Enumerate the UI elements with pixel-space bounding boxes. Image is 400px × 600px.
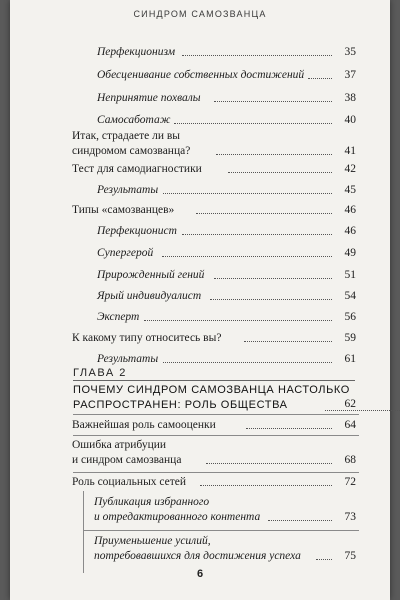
- toc-entry-title: Типы «самозванцев»: [72, 204, 175, 216]
- toc-page-number: 46: [344, 204, 356, 216]
- running-head: СИНДРОМ САМОЗВАНЦА: [133, 9, 267, 19]
- toc-entry-title: Приуменьшение усилий,: [94, 535, 211, 547]
- toc-entry-title: потребовавшихся для достижения успеха: [94, 550, 301, 562]
- toc-entry-title: и отредактированного контента: [94, 511, 261, 523]
- dot-leader: [216, 153, 332, 155]
- toc-page-number: 41: [344, 145, 356, 157]
- toc-page-number: 40: [344, 114, 356, 126]
- divider: [73, 414, 359, 415]
- toc-entry-title: Тест для самодиагностики: [72, 163, 202, 175]
- chapter-rule: [73, 380, 355, 381]
- dot-leader: [182, 54, 332, 56]
- toc-page-number: 45: [344, 184, 356, 196]
- dot-leader: [206, 462, 332, 464]
- book-page: [10, 0, 390, 600]
- toc-entry-title: Ярый индивидуалист: [97, 290, 202, 302]
- toc-page-number: 64: [344, 419, 356, 431]
- toc-page-number: 54: [344, 290, 356, 302]
- divider: [73, 472, 359, 473]
- toc-page-number: 59: [344, 332, 356, 344]
- chapter-title-line: РАСПРОСТРАНЕН: РОЛЬ ОБЩЕСТВА: [73, 399, 288, 411]
- dot-leader: [214, 277, 332, 279]
- chapter-page-number: 62: [344, 398, 356, 410]
- toc-entry: [10, 129, 390, 157]
- dot-leader: [325, 409, 400, 411]
- toc-entry-title: синдромом самозванца?: [72, 145, 191, 157]
- toc-entry-title: Важнейшая роль самооценки: [72, 419, 216, 431]
- toc-entry-title: Публикация избранного: [94, 496, 210, 508]
- toc-page-number: 37: [344, 69, 356, 81]
- dot-leader: [174, 122, 332, 124]
- page-number: 6: [196, 568, 204, 580]
- toc-entry: [10, 495, 390, 525]
- toc-entry-title: Результаты: [97, 184, 159, 196]
- toc-page-number: 56: [344, 311, 356, 323]
- toc-page-number: 75: [344, 550, 356, 562]
- toc-entry-title: Итак, страдаете ли вы: [72, 130, 181, 142]
- dot-leader: [144, 319, 332, 321]
- toc-page-number: 49: [344, 247, 356, 259]
- toc-entry-title: Результаты: [97, 353, 159, 365]
- dot-leader: [268, 519, 332, 521]
- dot-leader: [228, 171, 332, 173]
- toc-entry-title: и синдром самозванца: [72, 454, 182, 466]
- toc-page-number: 38: [344, 92, 356, 104]
- toc-entry-title: Перфекционист: [97, 225, 177, 237]
- toc-entry-title: Супергерой: [97, 247, 154, 259]
- toc-entry-title: Обесценивание собственных достижений: [97, 69, 305, 81]
- dot-leader: [316, 558, 332, 560]
- toc-entry-title: Эксперт: [97, 311, 140, 323]
- dot-leader: [244, 340, 332, 342]
- dot-leader: [210, 298, 332, 300]
- divider: [84, 530, 359, 531]
- toc-entry-title: Роль социальных сетей: [72, 476, 187, 488]
- toc-page-number: 68: [344, 454, 356, 466]
- toc-entry-title: Самосаботаж: [97, 114, 171, 126]
- divider: [73, 435, 359, 436]
- toc-entry-title: К какому типу относитесь вы?: [72, 332, 222, 344]
- toc-entry-title: Ошибка атрибуции: [72, 439, 167, 451]
- toc-page-number: 46: [344, 225, 356, 237]
- dot-leader: [163, 361, 332, 363]
- dot-leader: [162, 255, 332, 257]
- chapter-label: ГЛАВА 2: [73, 367, 127, 379]
- toc-entry-title: Прирожденный гений: [97, 269, 205, 281]
- toc-page-number: 35: [344, 46, 356, 58]
- toc-entry-title: Перфекционизм: [97, 46, 176, 58]
- toc-entry: [10, 534, 390, 564]
- toc-entry-title: Непринятие похвалы: [97, 92, 201, 104]
- dot-leader: [196, 212, 332, 214]
- toc-page-number: 42: [344, 163, 356, 175]
- toc-page-number: 72: [344, 476, 356, 488]
- dot-leader: [163, 192, 332, 194]
- toc-page-number: 73: [344, 511, 356, 523]
- toc-entry: [10, 438, 390, 468]
- toc-page-number: 61: [344, 353, 356, 365]
- dot-leader: [246, 427, 332, 429]
- toc-page-number: 51: [344, 269, 356, 281]
- dot-leader: [308, 77, 332, 79]
- chapter-title-line: ПОЧЕМУ СИНДРОМ САМОЗВАНЦА НАСТОЛЬКО: [73, 384, 350, 396]
- dot-leader: [200, 484, 332, 486]
- dot-leader: [214, 100, 332, 102]
- dot-leader: [182, 233, 332, 235]
